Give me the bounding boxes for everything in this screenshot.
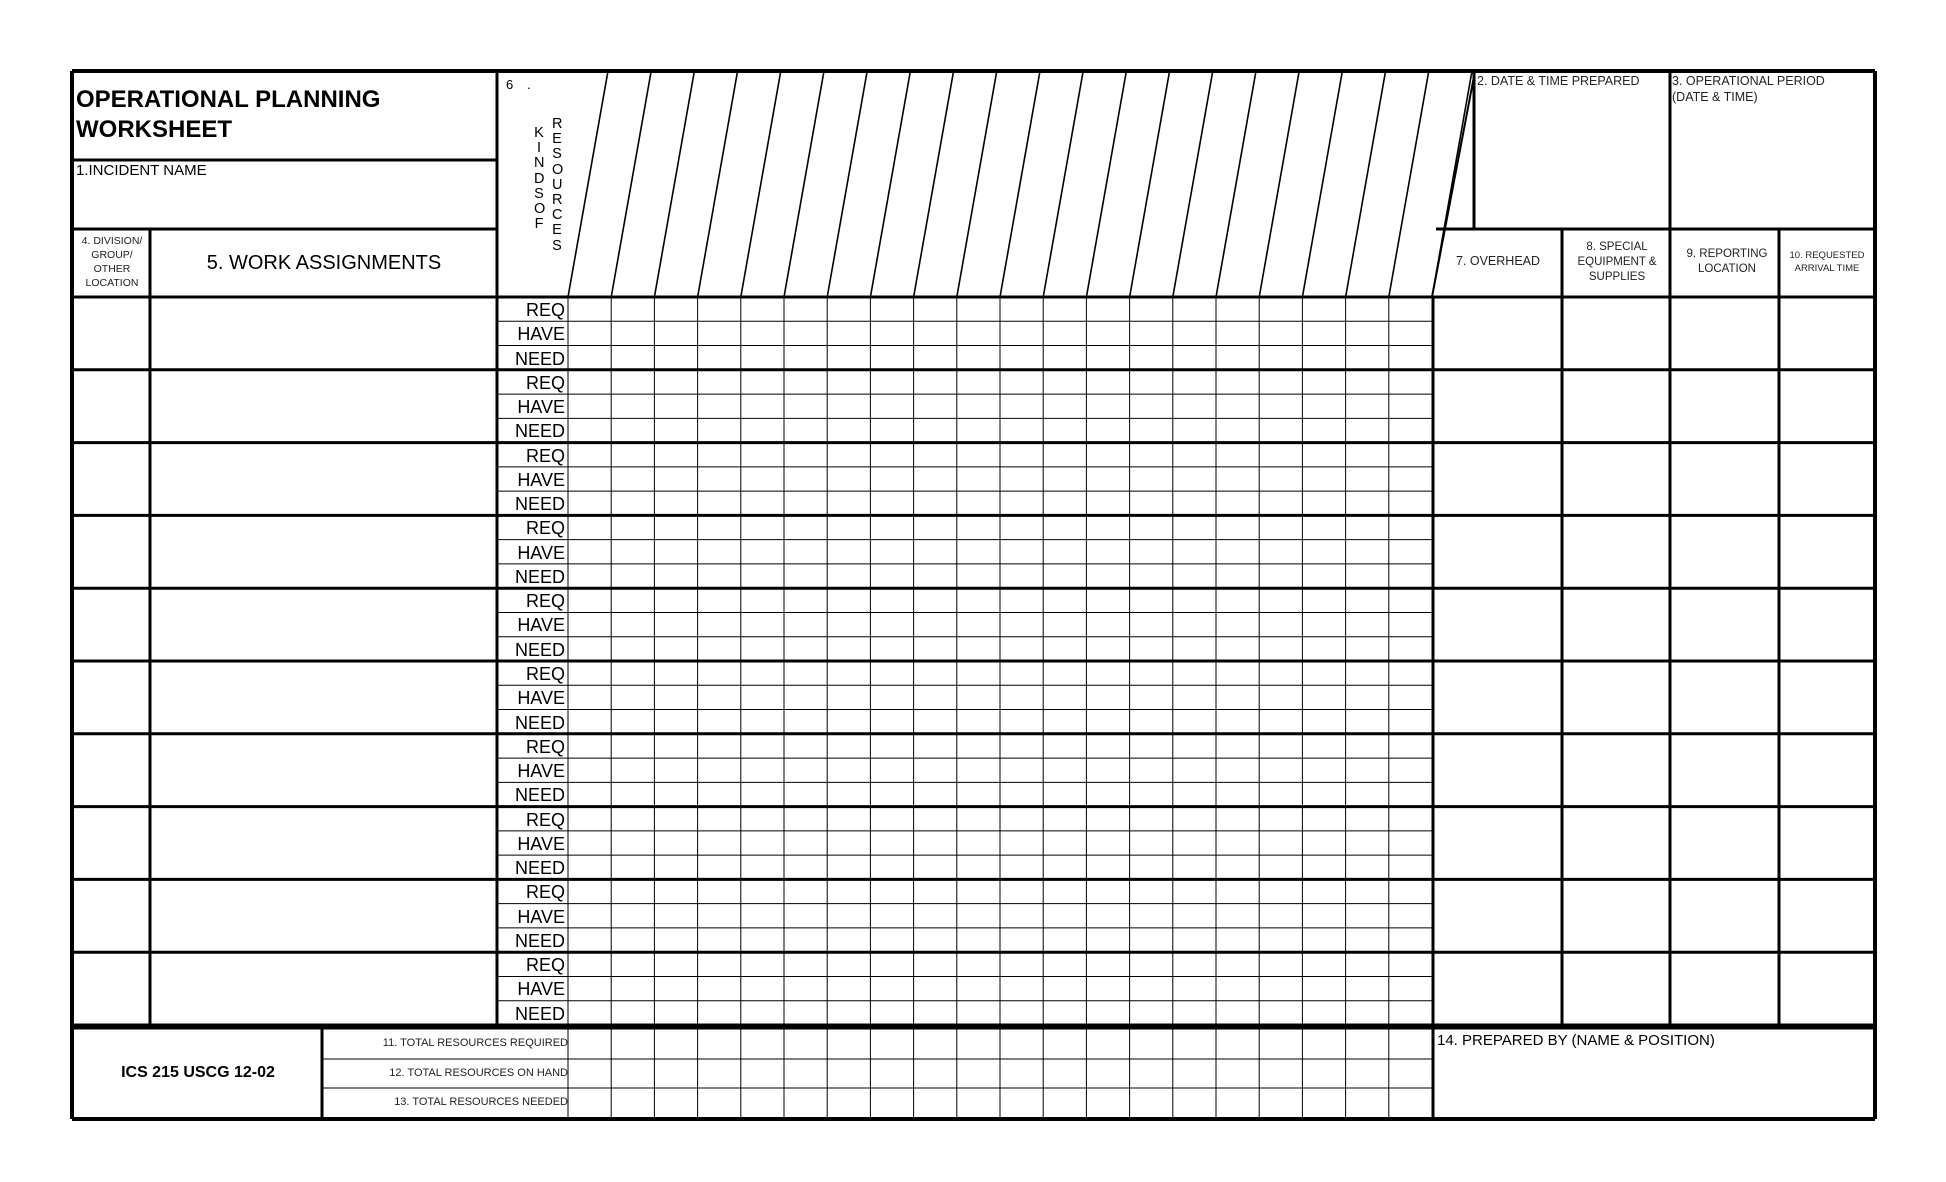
division-group-field[interactable] [74, 809, 148, 878]
row-label-have: HAVE [517, 542, 565, 563]
row-label-have: HAVE [517, 906, 565, 927]
resource-header-slant [1259, 71, 1299, 297]
reporting-location-field[interactable] [1672, 809, 1777, 878]
requested-arrival-label [1782, 249, 1872, 275]
operational-period-label-line-2: (DATE & TIME) [1672, 90, 1758, 104]
requested-arrival-field[interactable] [1781, 881, 1873, 950]
row-label-need: NEED [514, 494, 565, 515]
row-label-have: HAVE [517, 761, 565, 782]
division-group-field[interactable] [74, 736, 148, 805]
resource-header-slant [741, 71, 781, 297]
resource-header-slant [1130, 71, 1170, 297]
overhead-label: 7. OVERHEAD [1455, 254, 1541, 268]
reporting-location-field[interactable] [1672, 663, 1777, 732]
row-label-need: NEED [514, 566, 565, 587]
kinds-of-vertical-label: KINDS OF [534, 125, 546, 233]
requested-arrival-field[interactable] [1781, 663, 1873, 732]
special-equipment-label-line-1: 8. SPECIAL [1586, 241, 1648, 253]
row-label-req: REQ [525, 518, 565, 539]
form-title-line-1: OPERATIONAL PLANNING [76, 86, 381, 113]
row-label-have: HAVE [517, 833, 565, 854]
requested-arrival-field[interactable] [1781, 372, 1873, 441]
reporting-location-label-line-2: LOCATION [1698, 263, 1756, 275]
row-label-have: HAVE [517, 397, 565, 418]
division-label-line-2: GROUP/ [91, 249, 133, 261]
row-label-need: NEED [514, 712, 565, 733]
overhead-field[interactable] [1435, 954, 1560, 1023]
resource-header-slant [827, 71, 867, 297]
division-group-field[interactable] [74, 517, 148, 586]
total-resources-required-label: 11. TOTAL RESOURCES REQUIRED [382, 1037, 568, 1049]
work-assignment-field[interactable] [152, 372, 495, 441]
overhead-field[interactable] [1435, 736, 1560, 805]
work-assignment-field[interactable] [152, 299, 495, 368]
resource-header-slant [654, 71, 694, 297]
form-id-label: ICS 215 USCG 12-02 [121, 1064, 275, 1081]
work-assignment-field[interactable] [152, 590, 495, 659]
work-assignment-field[interactable] [152, 809, 495, 878]
row-label-have: HAVE [517, 324, 565, 345]
reporting-location-label-line-1: 9. REPORTING [1686, 248, 1768, 260]
special-equipment-label-line-3: SUPPLIES [1588, 271, 1646, 283]
reporting-location-field[interactable] [1672, 445, 1777, 514]
requested-arrival-field[interactable] [1781, 299, 1873, 368]
reporting-location-field[interactable] [1672, 590, 1777, 659]
reporting-location-field[interactable] [1672, 517, 1777, 586]
form-title [76, 85, 496, 145]
division-group-field[interactable] [74, 663, 148, 732]
requested-arrival-field[interactable] [1781, 517, 1873, 586]
row-label-have: HAVE [517, 688, 565, 709]
resources-vertical-label: RESOURCES [552, 116, 564, 254]
special-equipment-field[interactable] [1564, 590, 1668, 659]
resource-header-slant [1173, 71, 1213, 297]
resource-header-slant [914, 71, 954, 297]
reporting-location-field[interactable] [1672, 372, 1777, 441]
special-equipment-field[interactable] [1564, 954, 1668, 1023]
row-label-have: HAVE [517, 469, 565, 490]
resource-header-slant [1302, 71, 1342, 297]
row-label-need: NEED [514, 930, 565, 951]
special-equipment-label-line-2: EQUIPMENT & [1577, 256, 1657, 268]
row-label-need: NEED [514, 348, 565, 369]
reporting-location-field[interactable] [1672, 954, 1777, 1023]
resource-header-slant [1346, 71, 1386, 297]
row-label-req: REQ [525, 372, 565, 393]
row-label-req: REQ [525, 445, 565, 466]
division-group-field[interactable] [74, 881, 148, 950]
row-label-req: REQ [525, 809, 565, 830]
row-label-req: REQ [525, 882, 565, 903]
requested-arrival-field[interactable] [1781, 736, 1873, 805]
row-label-req: REQ [525, 300, 565, 320]
division-group-field[interactable] [74, 954, 148, 1023]
total-resources-needed-label: 13. TOTAL RESOURCES NEEDED [394, 1096, 568, 1108]
row-label-req: REQ [525, 736, 565, 757]
date-time-prepared-field[interactable] [1478, 92, 1668, 226]
overhead-field[interactable] [1435, 445, 1560, 514]
special-equipment-field[interactable] [1564, 445, 1668, 514]
overhead-field[interactable] [1435, 663, 1560, 732]
overhead-field[interactable] [1435, 809, 1560, 878]
row-label-have: HAVE [517, 979, 565, 1000]
special-equipment-field[interactable] [1564, 663, 1668, 732]
requested-arrival-label-line-2: ARRIVAL TIME [1794, 263, 1860, 274]
overhead-field[interactable] [1435, 517, 1560, 586]
row-label-req: REQ [525, 955, 565, 976]
work-assignment-field[interactable] [152, 954, 495, 1023]
work-assignment-field[interactable] [152, 517, 495, 586]
resource-header-slant [1086, 71, 1126, 297]
reporting-location-field[interactable] [1672, 299, 1777, 368]
special-equipment-field[interactable] [1564, 809, 1668, 878]
work-assignments-label: 5. WORK ASSIGNMENTS [206, 252, 442, 274]
overhead-field[interactable] [1435, 299, 1560, 368]
division-label-line-4: LOCATION [85, 277, 139, 289]
row-label-have: HAVE [517, 615, 565, 636]
work-assignment-field[interactable] [152, 881, 495, 950]
row-label-req: REQ [525, 664, 565, 684]
reporting-location-field[interactable] [1672, 736, 1777, 805]
incident-name-label: 1.INCIDENT NAME [76, 162, 207, 179]
division-label-line-3: OTHER [93, 263, 131, 275]
special-equipment-field[interactable] [1564, 736, 1668, 805]
resource-header-slant [870, 71, 910, 297]
resource-header-slant [1000, 71, 1040, 297]
division-group-field[interactable] [74, 299, 148, 368]
division-group-label [74, 234, 150, 290]
kinds-of-resources-number: 6 [506, 77, 514, 92]
division-label-line-1: 4. DIVISION/ [81, 235, 143, 247]
requested-arrival-field[interactable] [1781, 445, 1873, 514]
prepared-by-field[interactable] [1436, 1052, 1872, 1114]
kinds-of-resources-dot: . [527, 77, 531, 92]
row-label-req: REQ [525, 591, 565, 612]
row-label-need: NEED [514, 421, 565, 442]
requested-arrival-field[interactable] [1781, 954, 1873, 1023]
reporting-location-label [1674, 247, 1780, 277]
form-title-line-2: WORKSHEET [76, 116, 232, 143]
reporting-location-field[interactable] [1672, 881, 1777, 950]
incident-name-field[interactable] [74, 182, 494, 226]
work-assignment-field[interactable] [152, 445, 495, 514]
resource-header-slant [611, 71, 651, 297]
work-assignment-field[interactable] [152, 736, 495, 805]
requested-arrival-label-line-1: 10. REQUESTED [1789, 250, 1865, 261]
row-label-need: NEED [514, 639, 565, 660]
operational-period-field[interactable] [1674, 110, 1869, 226]
resource-header-slant [698, 71, 738, 297]
division-group-field[interactable] [74, 590, 148, 659]
row-label-need: NEED [514, 785, 565, 806]
requested-arrival-field[interactable] [1781, 809, 1873, 878]
resource-header-slant [784, 71, 824, 297]
resource-header-slant [957, 71, 997, 297]
special-equipment-field[interactable] [1564, 372, 1668, 441]
row-label-need: NEED [514, 1003, 565, 1024]
resource-header-slant [1043, 71, 1083, 297]
resource-header-slant [1216, 71, 1256, 297]
special-equipment-field[interactable] [1564, 517, 1668, 586]
total-resources-on-hand-label: 12. TOTAL RESOURCES ON HAND [389, 1067, 568, 1079]
requested-arrival-field[interactable] [1781, 590, 1873, 659]
division-group-field[interactable] [74, 372, 148, 441]
special-equipment-field[interactable] [1564, 299, 1668, 368]
prepared-by-label: 14. PREPARED BY (NAME & POSITION) [1437, 1032, 1715, 1049]
overhead-field[interactable] [1435, 590, 1560, 659]
special-equipment-label [1564, 240, 1670, 285]
work-assignment-field[interactable] [152, 663, 495, 732]
row-label-need: NEED [514, 858, 565, 879]
overhead-field[interactable] [1435, 372, 1560, 441]
resource-header-slant [568, 71, 608, 297]
division-group-field[interactable] [74, 445, 148, 514]
date-time-prepared-label: 2. DATE & TIME PREPARED [1477, 74, 1640, 88]
resource-header-slant [1389, 71, 1429, 297]
overhead-field[interactable] [1435, 881, 1560, 950]
operational-period-label-line-1: 3. OPERATIONAL PERIOD [1672, 74, 1825, 88]
special-equipment-field[interactable] [1564, 881, 1668, 950]
